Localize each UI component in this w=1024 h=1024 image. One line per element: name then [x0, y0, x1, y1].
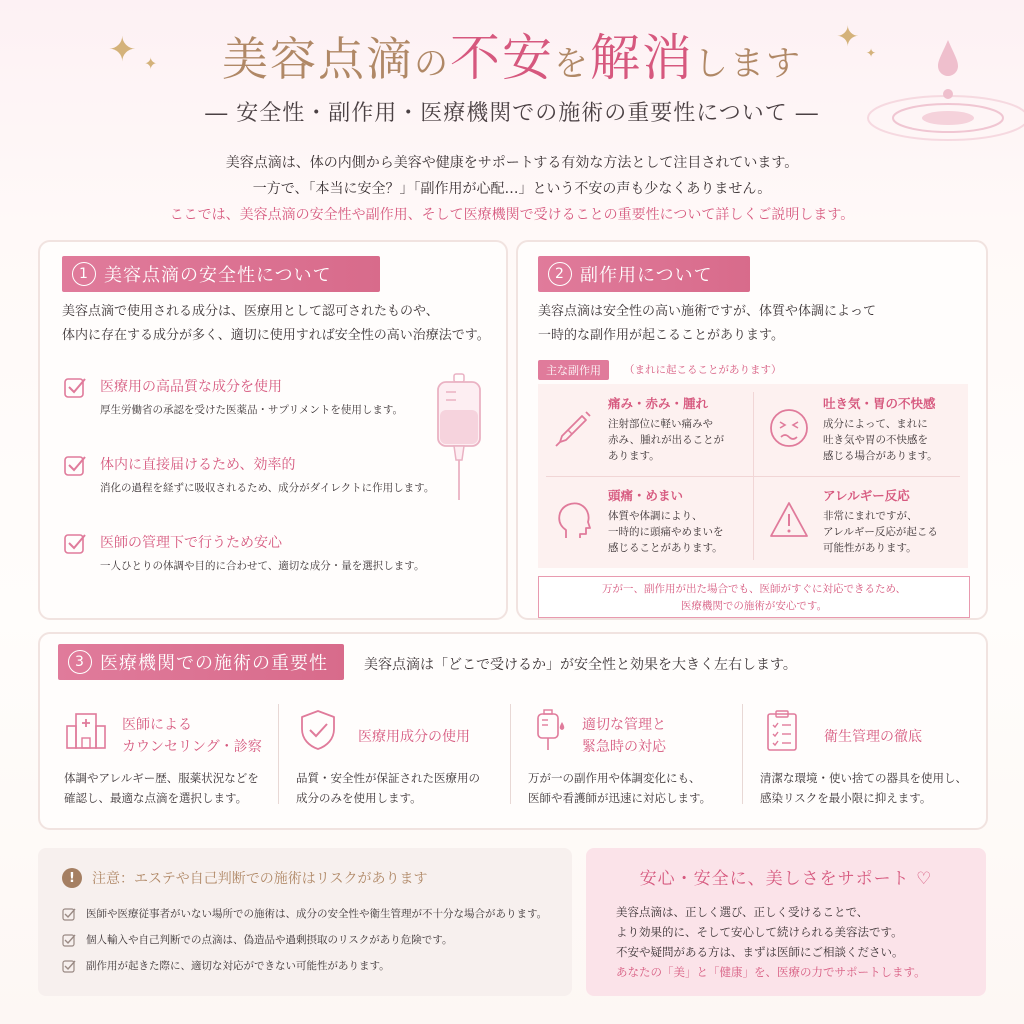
iv-bag-icon	[432, 372, 486, 502]
intro-line-1: 美容点滴は、体の内側から美容や健康をサポートする有効な方法として注目されています。	[225, 155, 799, 171]
intro-line-3: ここでは、美容点滴の安全性や副作用、そして医療機関で受けることの重要性について詳しくご説明します。	[169, 207, 855, 223]
sparkle-right-small-icon: ✦	[866, 46, 877, 60]
warning-item: 医師や医療従事者がいない場所での施術は、成分の安全性や衛生管理が不十分な場合があります。	[62, 906, 547, 921]
side-effects-notice: 万が一、副作用が出た場合でも、医師がすぐに対応できるため、 医療機関での施術が安心です。	[538, 576, 970, 618]
sparkle-right-icon: ✦	[836, 20, 860, 53]
section-1-label: 1 美容点滴の安全性について	[62, 256, 380, 292]
iv-drip-icon	[528, 708, 572, 752]
warning-item: 個人輸入や自己判断での点滴は、偽造品や過剰摂取のリスクがあり危険です。	[62, 932, 452, 947]
section-2-body: 美容点滴は安全性の高い施術ですが、体質や体調によって 一時的な副作用が起こることがあります。	[538, 304, 877, 343]
section-3-number: 3	[68, 650, 92, 674]
warning-item: 副作用が起きた際に、適切な対応ができない可能性があります。	[62, 958, 390, 973]
side-effects-badge: 主な副作用	[538, 360, 609, 380]
clinic-feature: 衛生管理の徹底 清潔な環境・使い捨ての器具を使用し、 感染リスクを最小限に抑えます。	[736, 708, 968, 818]
check-icon	[64, 532, 86, 554]
sparkle-left-small-icon: ✦	[144, 54, 158, 73]
clipboard-icon	[760, 708, 804, 752]
section-1-body: 美容点滴で使用される成分は、医療用として認可されたものや、 体内に存在する成分が多く、適切に使用すれば安全性の高い治療法です。	[62, 304, 490, 343]
check-icon	[62, 959, 76, 973]
section-1-number: 1	[72, 262, 96, 286]
clinic-feature: 適切な管理と 緊急時の対応 万が一の副作用や体調変化にも、 医師や看護師が迅速に対応します。	[504, 708, 736, 818]
check-icon	[64, 454, 86, 476]
section-2-label: 2 副作用について	[538, 256, 750, 292]
page-title: 美容点滴の不安を解消します	[222, 29, 802, 87]
warning-title: ! 注意：エステや自己判断での施術はリスクがあります	[62, 868, 427, 888]
clinic-feature: 医師による カウンセリング・診察 体調やアレルギー歴、服薬状況などを 確認し、最適な点滴を選択します。	[40, 708, 272, 818]
page-subtitle: ― 安全性・副作用・医療機関での施術の重要性について ―	[205, 101, 819, 126]
support-card	[586, 848, 986, 996]
side-effect-item: アレルギー反応 非常にまれですが、 アレルギー反応が起こる 可能性があります。	[753, 476, 968, 568]
side-effects-grid	[538, 384, 968, 568]
check-icon	[62, 933, 76, 947]
section-safety-card: 1 美容点滴の安全性について 美容点滴で使用される成分は、医療用として認可されたものや、 体内に存在する成分が多く、適切に使用すれば安全性の高い治療法です。 医療用の高品質な成分を使用 厚生労働省の承認を受けた医薬品・サプリメントを使用します。 体内に直接届けるため、効率的 消化の過程を経ずに吸収されるため、成分がダイレクトに作用します。 医師の管理下で行うため安心 一人ひとりの体調や目的に合わせて、適切な成分・量を選択します。	[38, 240, 508, 620]
side-effects-note: （まれに起こることがあります）	[624, 364, 782, 376]
warning-card	[38, 848, 572, 996]
section-side-effects-card	[516, 240, 988, 620]
check-icon	[62, 907, 76, 921]
sparkle-left-icon: ✦	[108, 30, 137, 70]
section-3-label: 3 医療機関での施術の重要性	[58, 644, 344, 680]
warning-triangle-icon	[767, 498, 811, 542]
side-effect-item: 痛み・赤み・腫れ 注射部位に軽い痛みや 赤み、腫れが出ることが あります。	[538, 384, 753, 476]
intro-line-2: 一方で、「本当に安全？」「副作用が心配…」という不安の声も少なくありません。	[252, 181, 772, 197]
support-text: 美容点滴は、正しく選び、正しく受けることで、 より効果的に、そして安心して続けられる美容法です。 不安や疑問がある方は、まずは医師にご相談ください。 あなたの「美」と「健康」を、医療の力でサポートします。	[616, 905, 926, 979]
check-icon	[64, 376, 86, 398]
hospital-icon	[64, 708, 108, 752]
support-title: 安心・安全に、美しさをサポート ♡	[639, 869, 933, 889]
side-effect-item: 吐き気・胃の不快感 成分によって、まれに 吐き気や胃の不快感を 感じる場合があります。	[753, 384, 968, 476]
side-effect-item: 頭痛・めまい 体質や体調により、 一時的に頭痛やめまいを 感じることがあります。	[538, 476, 753, 568]
section-3-intro: 美容点滴は「どこで受けるか」が安全性と効果を大きく左右します。	[364, 657, 797, 673]
syringe-icon	[552, 406, 596, 450]
nausea-face-icon	[767, 406, 811, 450]
intro-text	[0, 150, 1024, 228]
head-profile-icon	[552, 498, 596, 542]
shield-check-icon	[296, 708, 340, 752]
clinic-feature: 医療用成分の使用 品質・安全性が保証された医療用の 成分のみを使用します。	[272, 708, 504, 818]
section-2-number: 2	[548, 262, 572, 286]
exclamation-icon: !	[62, 868, 82, 888]
